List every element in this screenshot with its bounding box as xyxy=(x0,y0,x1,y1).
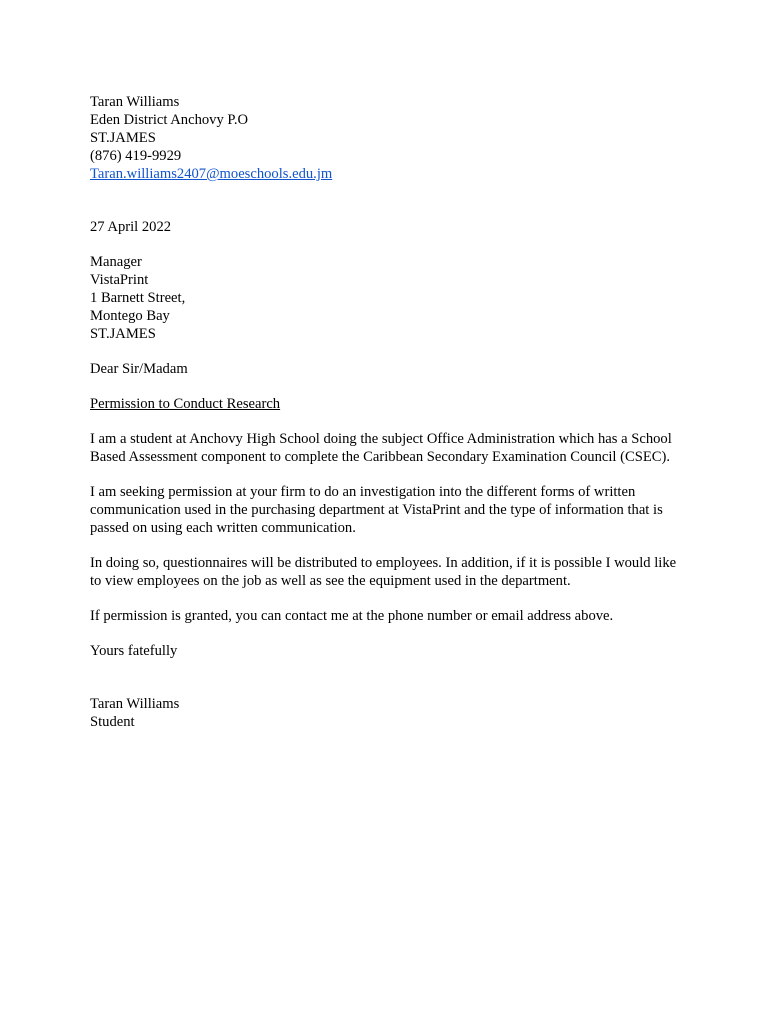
closing: Yours fatefully xyxy=(90,643,178,659)
letter-document xyxy=(90,93,690,731)
sender-email-link[interactable]: Taran.williams2407@moeschools.edu.jm xyxy=(90,166,333,182)
body-paragraph-1: I am a student at Anchovy High School doing the subject Office Administration which has a School Based Assessment component to complete the Caribbean Secondary Examination Council (CSEC). xyxy=(90,431,672,465)
salutation: Dear Sir/Madam xyxy=(90,361,188,377)
sender-address-line2: ST.JAMES xyxy=(90,130,156,146)
body-paragraph-4: If permission is granted, you can contact me at the phone number or email address above. xyxy=(90,608,614,624)
recipient-parish: ST.JAMES xyxy=(90,326,156,342)
letter-date: 27 April 2022 xyxy=(90,219,172,235)
recipient-city: Montego Bay xyxy=(90,308,170,324)
subject-line: Permission to Conduct Research xyxy=(90,396,281,412)
sender-name: Taran Williams xyxy=(90,94,180,110)
body-paragraph-2: I am seeking permission at your firm to do an investigation into the different forms of written communication used in the purchasing department at VistaPrint and the type of information that is passed on using each written communication. xyxy=(90,484,663,536)
signature-role: Student xyxy=(90,714,135,730)
sender-phone: (876) 419-9929 xyxy=(90,148,182,164)
sender-address-line1: Eden District Anchovy P.O xyxy=(90,112,249,128)
body-paragraph-3: In doing so, questionnaires will be distributed to employees. In addition, if it is possible I would like to view employees on the job as well as see the equipment used in the department. xyxy=(90,555,677,589)
signature-name: Taran Williams xyxy=(90,696,180,712)
recipient-company: VistaPrint xyxy=(90,272,149,288)
signature-block xyxy=(90,695,690,731)
recipient-title: Manager xyxy=(90,254,142,270)
recipient-street: 1 Barnett Street, xyxy=(90,290,186,306)
recipient-block xyxy=(90,253,690,343)
sender-block xyxy=(90,93,690,183)
